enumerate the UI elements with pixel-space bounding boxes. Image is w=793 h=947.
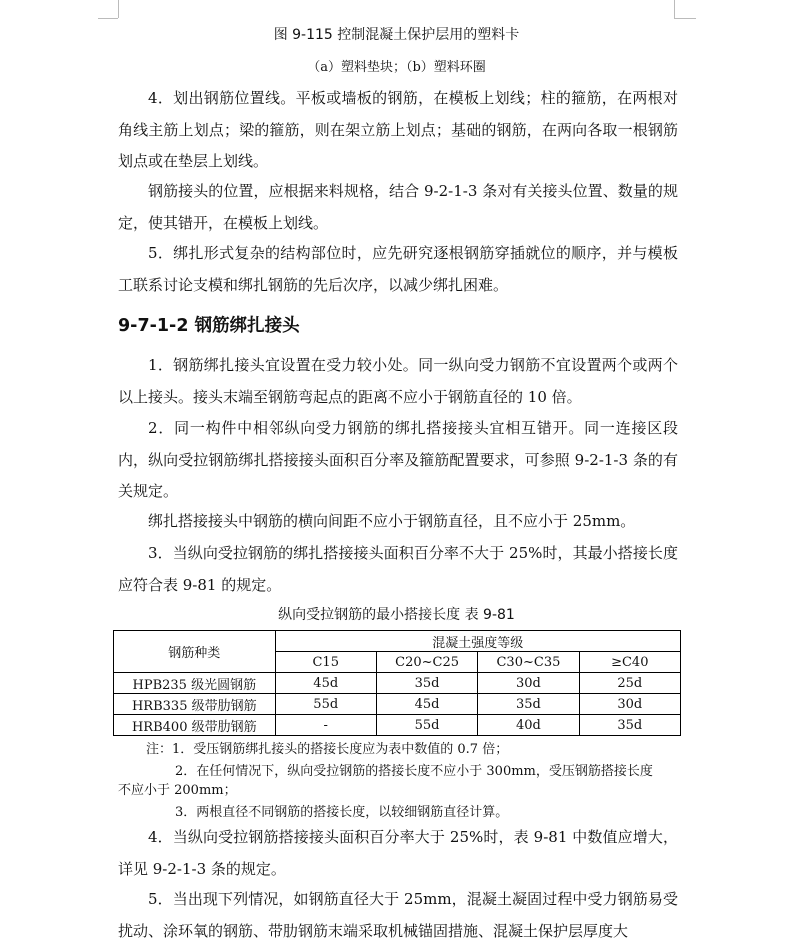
table-cell: 40d xyxy=(478,715,579,736)
table-grade-cell: ≥C40 xyxy=(579,652,680,673)
crop-mark-right-h xyxy=(674,18,696,19)
section-paragraph-spacing: 绑扎搭接接头中钢筋的横向间距不应小于钢筋直径，且不应小于 25mm。 xyxy=(148,512,636,530)
table-row xyxy=(114,673,681,694)
table-header-concrete-grade: 混凝土强度等级 xyxy=(275,631,680,652)
table-row xyxy=(114,694,681,715)
figure-subtitle: （a）塑料垫块；（b）塑料环圈 xyxy=(307,60,486,75)
table-row-label: HPB235 级光圆钢筋 xyxy=(114,673,276,694)
closing-paragraph-4: 4．当纵向受拉钢筋搭接接头面积百分率大于 25%时，表 9-81 中数值应增大，详见 9-2-1-3 条的规定。 xyxy=(118,828,678,878)
table-cell: 35d xyxy=(376,673,477,694)
table-row-label: HRB400 级带肋钢筋 xyxy=(114,715,276,736)
table-grade-cell: C20~C25 xyxy=(376,652,477,673)
table-note-3: 3．两根直径不同钢筋的搭接长度，以较细钢筋直径计算。 xyxy=(175,805,509,820)
figure-title: 图 9-115 控制混凝土保护层用的塑料卡 xyxy=(273,27,520,43)
closing-paragraph-5: 5．当出现下列情况，如钢筋直径大于 25mm，混凝土凝固过程中受力钢筋易受扰动、涂环氧的钢筋、带肋钢筋末端采取机械锚固措施、混凝土保护层厚度大 xyxy=(118,890,678,940)
table-note-1: 注：1．受压钢筋绑扎接头的搭接长度应为表中数值的 0.7 倍； xyxy=(146,742,509,757)
table-grade-cell: C15 xyxy=(275,652,376,673)
table-row xyxy=(114,715,681,736)
table-cell: 55d xyxy=(376,715,477,736)
table-cell: 45d xyxy=(376,694,477,715)
section-paragraph-1: 1．钢筋绑扎接头宜设置在受力较小处。同一纵向受力钢筋不宜设置两个或两个以上接头。接头末端至钢筋弯起点的距离不应小于钢筋直径的 10 倍。 xyxy=(118,356,678,406)
table-cell: - xyxy=(275,715,376,736)
crop-mark-left xyxy=(118,0,119,18)
section-heading: 9-7-1-2 钢筋绑扎接头 xyxy=(118,316,300,336)
table-cell: 35d xyxy=(478,694,579,715)
crop-mark-right xyxy=(674,0,675,18)
table-grade-cell: C30~C35 xyxy=(478,652,579,673)
table-cell: 25d xyxy=(579,673,680,694)
table-caption: 纵向受拉钢筋的最小搭接长度 表 9-81 xyxy=(278,607,515,623)
paragraph-splice-position: 钢筋接头的位置，应根据来料规格，结合 9-2-1-3 条对有关接头位置、数量的规定，使其错开，在模板上划线。 xyxy=(118,182,678,232)
crop-mark-left-h xyxy=(98,18,118,19)
section-paragraph-3: 3．当纵向受拉钢筋的绑扎搭接接头面积百分率不大于 25%时，其最小搭接长度应符合表 9-81 的规定。 xyxy=(118,544,678,594)
table-note-2: 2．在任何情况下，纵向受拉钢筋的搭接长度不应小于 300mm，受压钢筋搭接长度 xyxy=(175,764,653,779)
table-cell: 30d xyxy=(478,673,579,694)
table-cell: 45d xyxy=(275,673,376,694)
section-paragraph-2: 2．同一构件中相邻纵向受力钢筋的绑扎搭接接头宜相互错开。同一连接区段内，纵向受拉钢筋绑扎搭接接头面积百分率及箍筋配置要求，可参照 9-2-1-3 条的有关规定。 xyxy=(118,419,678,500)
lap-length-table xyxy=(113,630,681,736)
paragraph-item-4: 4．划出钢筋位置线。平板或墙板的钢筋，在模板上划线；柱的箍筋，在两根对角线主筋上划点；梁的箍筋，则在架立筋上划点；基础的钢筋，在两向各取一根钢筋划点或在垫层上划线。 xyxy=(118,89,678,170)
table-note-2-continued: 不应小于 200mm； xyxy=(118,783,237,798)
paragraph-item-5: 5．绑扎形式复杂的结构部位时，应先研究逐根钢筋穿插就位的顺序，并与模板工联系讨论支模和绑扎钢筋的先后次序，以减少绑扎困难。 xyxy=(118,244,678,294)
table-cell: 35d xyxy=(579,715,680,736)
table-header-rebar-type: 钢筋种类 xyxy=(114,631,276,673)
table-cell: 30d xyxy=(579,694,680,715)
table-row-label: HRB335 级带肋钢筋 xyxy=(114,694,276,715)
table-cell: 55d xyxy=(275,694,376,715)
